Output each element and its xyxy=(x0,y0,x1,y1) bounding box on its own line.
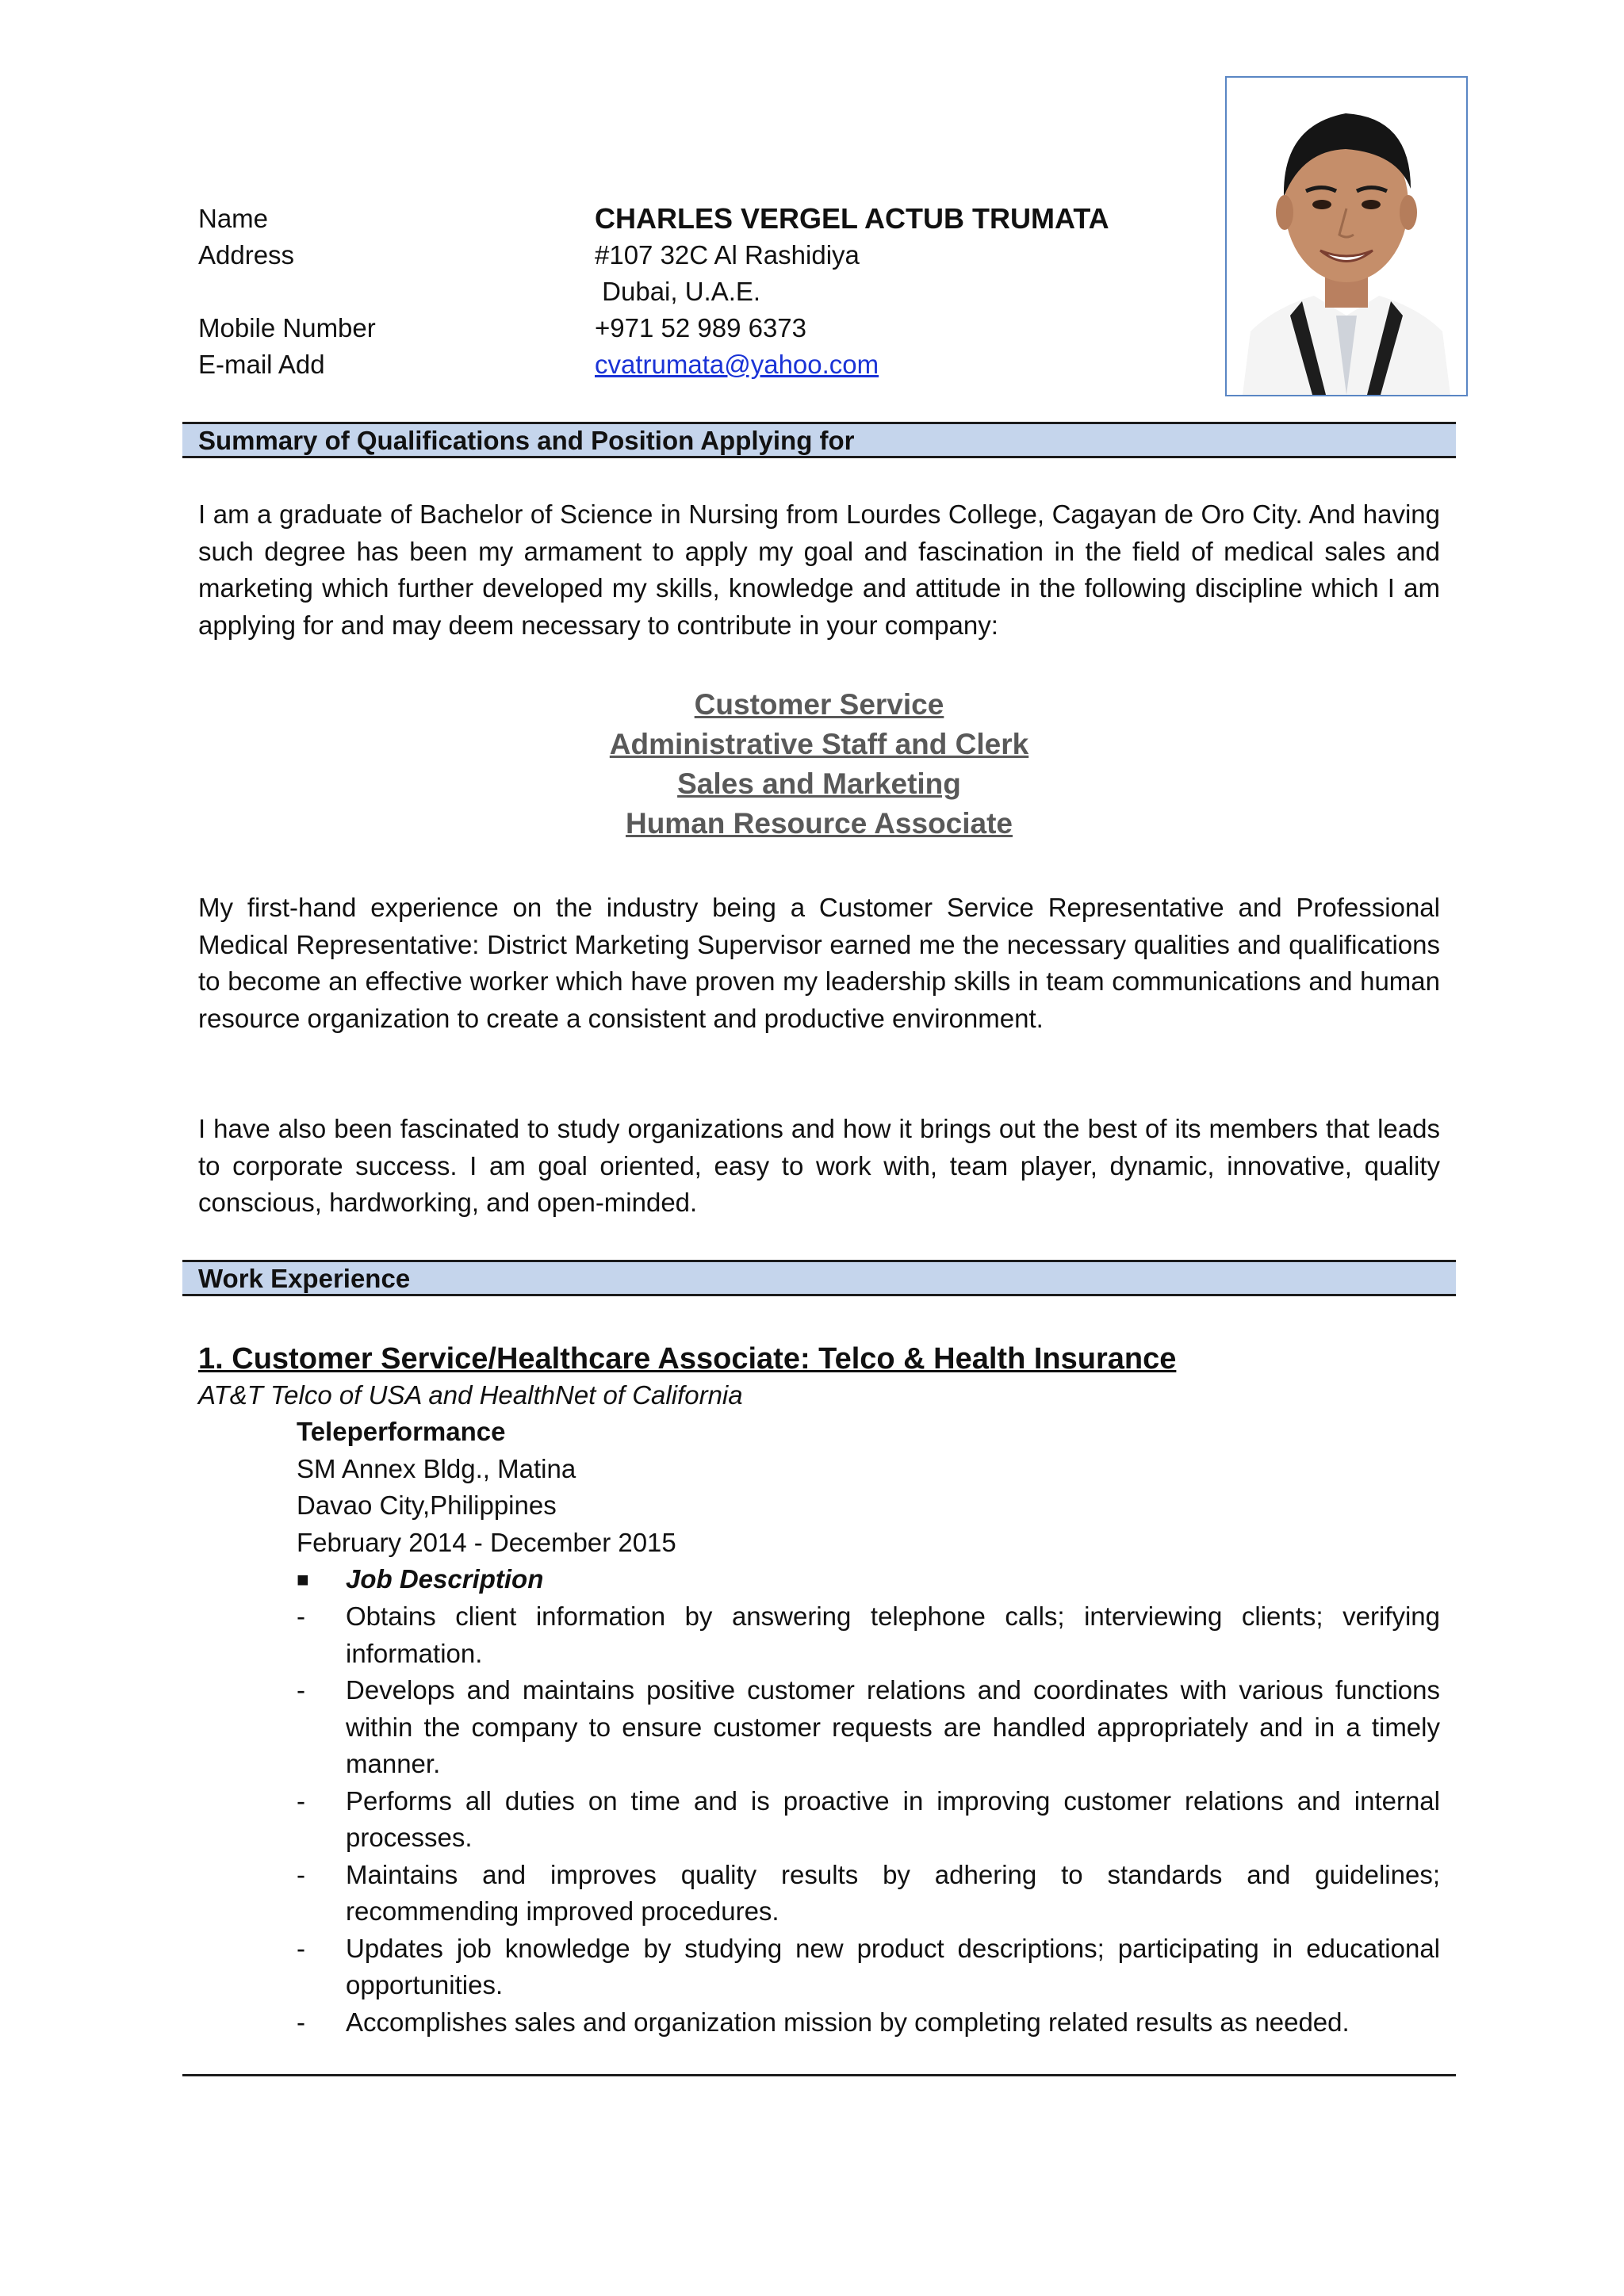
dash-bullet-icon: - xyxy=(297,1859,305,1889)
summary-section-title: Summary of Qualifications and Position Applying for xyxy=(198,426,855,455)
mobile-row xyxy=(198,310,806,346)
name-label: Name xyxy=(198,204,269,233)
duty-text: Maintains and improves quality results by adhering to standards and guidelines; recommending improved procedures. xyxy=(346,1859,1440,1926)
duty-text: Accomplishes sales and organization mission by completing related results as needed. xyxy=(346,2007,1350,2037)
dash-bullet-icon: - xyxy=(297,2007,305,2037)
list-item xyxy=(297,1783,1440,1857)
list-item xyxy=(297,1931,1440,2004)
duty-text: Updates job knowledge by studying new product descriptions; participating in educational opportunities. xyxy=(346,1933,1440,1999)
address-row xyxy=(198,237,860,274)
summary-experience: My first-hand experience on the industry being a Customer Service Representative and Professional Medical Representative: District Marketing Supervisor earned me the necessary qualities and qualifications to become an effective worker which have proven my leadership skills in team communications and human resource organization to create a consistent and productive environment. xyxy=(198,893,1440,1033)
job-dates: February 2014 - December 2015 xyxy=(297,1527,676,1557)
job-details xyxy=(297,1414,676,1561)
positions-list xyxy=(198,685,1440,844)
duty-text: Develops and maintains positive customer relations and coordinates with various functions within the company to ensure customer requests are handled appropriately and in a timely manner. xyxy=(346,1675,1440,1778)
list-item xyxy=(297,2004,1440,2042)
position-item: Administrative Staff and Clerk xyxy=(609,728,1029,760)
list-item xyxy=(297,1672,1440,1783)
address-line-2: Dubai, U.A.E. xyxy=(595,277,761,306)
bottom-divider xyxy=(182,2074,1456,2076)
dash-bullet-icon: - xyxy=(297,1675,305,1705)
address-row-2 xyxy=(198,274,760,310)
job-address-2: Davao City,Philippines xyxy=(297,1490,557,1520)
duty-text: Performs all duties on time and is proactive in improving customer relations and internal processes. xyxy=(346,1785,1440,1852)
email-row xyxy=(198,346,879,383)
job-description-label: Job Description xyxy=(346,1564,544,1594)
portrait-illustration xyxy=(1227,78,1466,395)
address-label-blank xyxy=(198,274,595,310)
name-row xyxy=(198,201,1109,237)
job-title: 1. Customer Service/Healthcare Associate: Telco & Health Insurance xyxy=(198,1342,1177,1376)
address-label: Address xyxy=(198,240,295,270)
duty-text: Obtains client information by answering telephone calls; interviewing clients; verifying information. xyxy=(346,1601,1440,1668)
dash-bullet-icon: - xyxy=(297,1785,305,1816)
work-section-header xyxy=(182,1260,1456,1296)
dash-bullet-icon: - xyxy=(297,1601,305,1631)
address-line-1: #107 32C Al Rashidiya xyxy=(595,240,860,270)
summary-intro: I am a graduate of Bachelor of Science in Nursing from Lourdes College, Cagayan de Oro City. And having such degree has been my armament to apply my goal and fascination in the field of medical sales and marketing which further developed my skills, knowledge and attitude in the following discipline which I am applying for and may deem necessary to contribute in your company: xyxy=(198,499,1440,640)
position-item: Sales and Marketing xyxy=(677,767,961,800)
square-bullet-icon: ■ xyxy=(297,1567,309,1591)
job-company: AT&T Telco of USA and HealthNet of California xyxy=(198,1380,743,1410)
position-item: Customer Service xyxy=(694,688,944,721)
list-item xyxy=(297,1857,1440,1931)
name-value: CHARLES VERGEL ACTUB TRUMATA xyxy=(595,202,1109,235)
summary-traits: I have also been fascinated to study organizations and how it brings out the best of its members that leads to corporate success. I am goal oriented, easy to work with, team player, dynamic, innovative, quality conscious, hardworking, and open-minded. xyxy=(198,1114,1440,1217)
dash-bullet-icon: - xyxy=(297,1933,305,1963)
mobile-label: Mobile Number xyxy=(198,313,376,342)
mobile-value: +971 52 989 6373 xyxy=(595,313,807,342)
job-description-heading xyxy=(297,1561,543,1598)
email-link[interactable]: cvatrumata@yahoo.com xyxy=(595,350,879,379)
job-employer: Teleperformance xyxy=(297,1417,506,1446)
duties-list xyxy=(297,1598,1440,2041)
profile-photo xyxy=(1225,76,1468,396)
work-section-title: Work Experience xyxy=(198,1264,411,1293)
position-item: Human Resource Associate xyxy=(625,807,1013,840)
job-address-1: SM Annex Bldg., Matina xyxy=(297,1453,576,1483)
list-item xyxy=(297,1598,1440,1672)
email-label: E-mail Add xyxy=(198,350,325,379)
summary-section-header xyxy=(182,422,1456,458)
